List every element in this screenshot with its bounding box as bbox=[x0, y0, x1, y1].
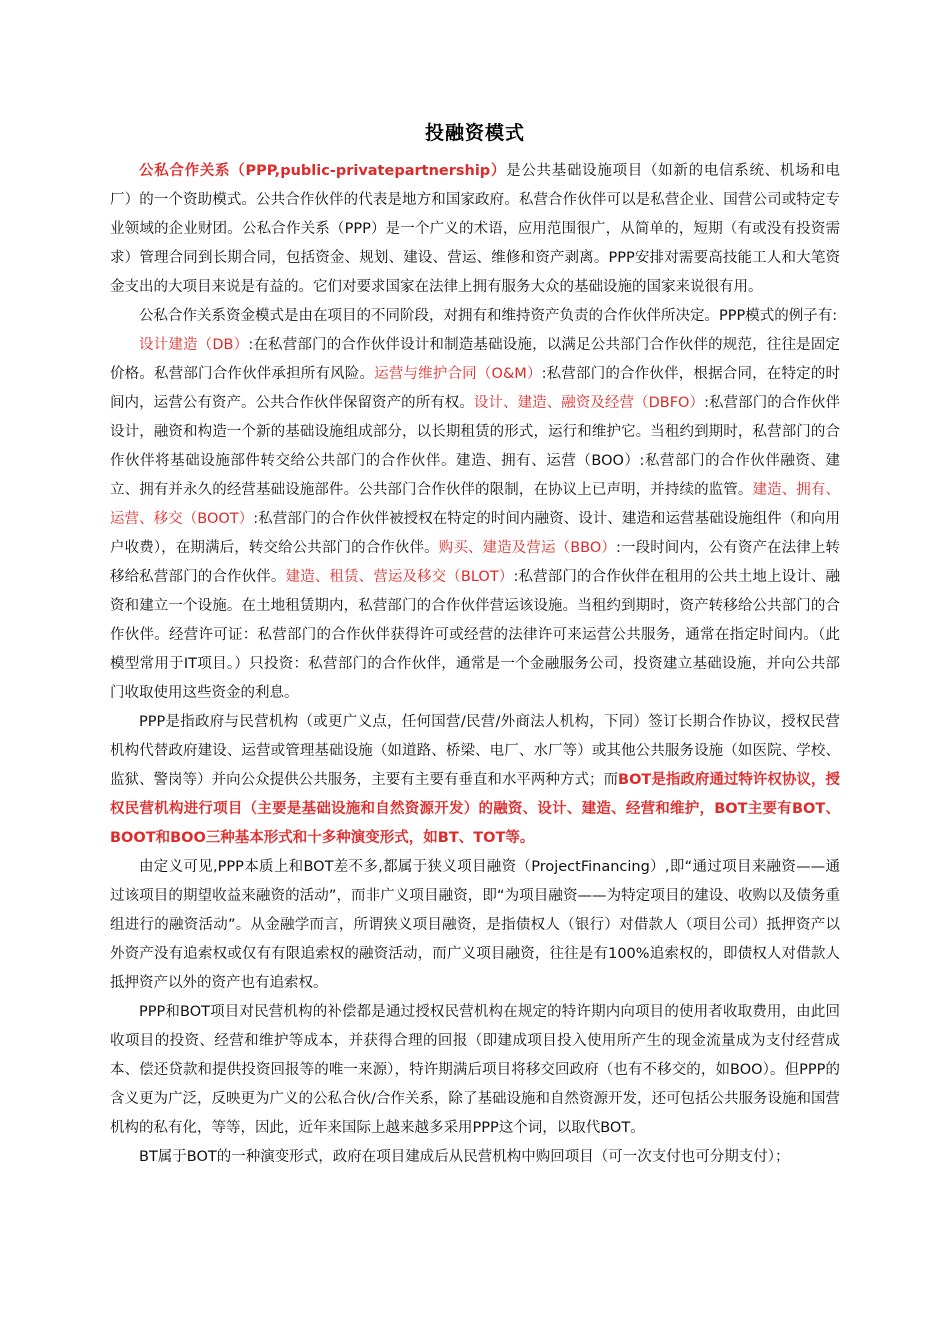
paragraph-text: :私营部门的合作伙伴在租用的公共土地上设计、融资和建立一个设施。在土地租赁期内，私营部门的合作伙伴营运该设施。当租约到期时，资产转移给公共部门的合作伙伴。经营许可证：私营部门的合作伙伴获得许可或经营的法律许可来运营公共服务，通常在指定时间内。（此模型常用于IT项目。）只投资：私营部门的合作伙伴，通常是一个金融服务公司，投资建立基础设施，并向公共部门收取使用这些资金的利息。 bbox=[110, 569, 841, 701]
ppp-term-highlight: 公私合作关系（PPP,public-privatepartnership） bbox=[139, 163, 507, 179]
paragraph-text: 是公共基础设施项目（如新的电信系统、机场和电厂）的一个资助模式。公共合作伙伴的代表是地方和国家政府。私营合作伙伴可以是私营企业、国营公司或特定专业领域的企业财团。公私合作关系（PPP）是一个广义的术语，应用范围很广，从简单的，短期（有或没有投资需求）管理合同到长期合同，包括资金、规划、建设、营运、维修和资产剥离。PPP安排对需要高技能工人和大笔资金支出的大项目来说是有益的。它们对要求国家在法律上拥有服务大众的基础设施的国家来说很有用。 bbox=[110, 163, 840, 295]
paragraph-text: :私营部门的合作伙伴被授权在特定的时间内融资、设计、建造和运营基础设施组件（和向用户收费），在期满后，转交给公共部门的合作伙伴。 bbox=[110, 511, 840, 556]
paragraph-text: PPP是指政府与民营机构（或更广义点，任何国营/民营/外商法人机构，下同）签订长期合作协议，授权民营机构代替政府建设、运营或管理基础设施（如道路、桥梁、电厂、水厂等）或其他公共服务设施（如医院、学校、监狱、警岗等）并向公众提供公共服务，主要有主要有垂直和水平两种方式；而 bbox=[110, 714, 840, 788]
paragraph-text: :私营部门的合作伙伴，根据合同，在特定的时间内，运营公有资产。公共合作伙伴保留资产的所有权。 bbox=[110, 366, 840, 411]
paragraph-ppp-model-examples bbox=[110, 331, 840, 708]
paragraph-ppp-definition bbox=[110, 157, 840, 302]
paragraph-text: :私营部门的合作伙伴设计，融资和构造一个新的基础设施组成部分，以长期租赁的形式，运行和维护它。当租约到期时，私营部门的合作伙伴将基础设施部件转交给公共部门的合作伙伴。建造、拥有、运营（BOO）:私营部门的合作伙伴融资、建立、拥有并永久的经营基础设施部件。公共部门合作伙伴的限制，在协议上已声明，并持续的监管。 bbox=[110, 395, 840, 498]
paragraph-text: BT属于BOT的一种演变形式，政府在项目建成后从民营机构中购回项目（可一次支付也可分期支付）； bbox=[139, 1149, 790, 1165]
model-db-highlight: 设计建造（DB） bbox=[139, 337, 249, 353]
paragraph-text: :在私营部门的合作伙伴设计和制造基础设施，以满足公共部门合作伙伴的规范，往往是固定价格。私营部门合作伙伴承担所有风险。 bbox=[110, 337, 840, 382]
paragraph-text: 公私合作关系资金模式是由在项目的不同阶段，对拥有和维持资产负责的合作伙伴所决定。PPP模式的例子有: bbox=[139, 308, 838, 324]
model-blot-highlight: 建造、租赁、营运及移交（BLOT） bbox=[285, 569, 514, 585]
paragraph-text: :一段时间内，公有资产在法律上转移给私营部门的合作伙伴。 bbox=[110, 540, 840, 585]
paragraph-text: PPP和BOT项目对民营机构的补偿都是通过授权民营机构在规定的特许期内向项目的使用者收取费用，由此回收项目的投资、经营和维护等成本，并获得合理的回报（即建成项目投入使用所产生的现金流量成为支付经营成本、偿还贷款和提供投资回报等的唯一来源），特许期满后项目将移交回政府（也有不移交的，如BOO）。但PPP的含义更为广泛，反映更为广义的公私合伙/合作关系，除了基础设施和自然资源开发，还可包括公共服务设施和国营机构的私有化，等等，因此，近年来国际上越来越多采用PPP这个词，以取代BOT。 bbox=[110, 1004, 840, 1136]
paragraph-compensation bbox=[110, 998, 840, 1143]
bot-definition-highlight: BOT是指政府通过特许权协议，授权民营机构进行项目（主要是基础设施和自然资源开发）的融资、设计、建造、经营和维护，BOT主要有BOT、BOOT和BOO三种基本形式和十多种演变形式，如BT、TOT等。 bbox=[110, 772, 840, 846]
model-om-highlight: 运营与维护合同（O&M） bbox=[374, 366, 542, 382]
paragraph-bt bbox=[110, 1143, 840, 1172]
paragraph-project-financing bbox=[110, 853, 840, 998]
model-dbfo-highlight: 设计、建造、融资及经营（DBFO） bbox=[473, 395, 705, 411]
paragraph-ppp-funding-models bbox=[110, 302, 840, 331]
document-body bbox=[110, 157, 840, 1172]
model-bbo-highlight: 购买、建造及营运（BBO） bbox=[438, 540, 616, 556]
paragraph-ppp-vs-bot bbox=[110, 708, 840, 853]
page-title: 投融资模式 bbox=[424, 122, 525, 144]
paragraph-text: 由定义可见,PPP本质上和BOT差不多,都属于狭义项目融资（ProjectFinancing）,即“通过项目来融资——通过该项目的期望收益来融资的活动”，而非广义项目融资，即“为项目融资——为特定项目的建设、收购以及债务重组进行的融资活动”。从金融学而言，所谓狭义项目融资，是指债权人（银行）对借款人（项目公司）抵押资产以外资产没有追索权或仅有有限追索权的融资活动，而广义项目融资，往往是有100%追索权的，即债权人对借款人抵押资产以外的资产也有追索权。 bbox=[110, 859, 840, 991]
model-boot-highlight: 建造、拥有、运营、移交（BOOT） bbox=[110, 482, 841, 527]
